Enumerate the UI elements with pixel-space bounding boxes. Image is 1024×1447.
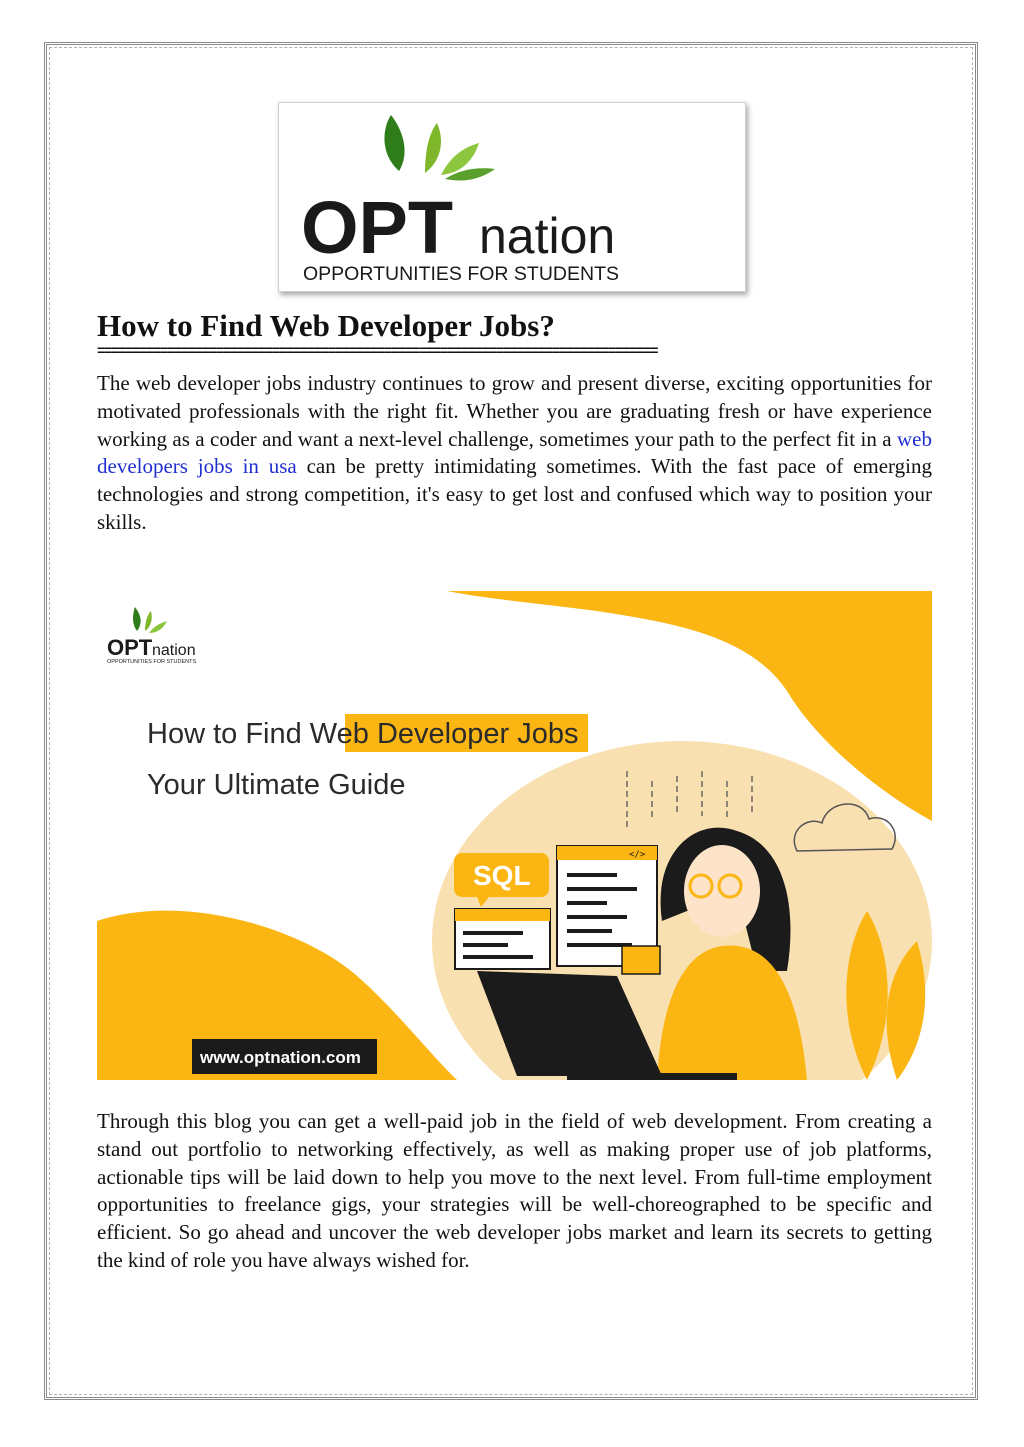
optnation-logo-graphic bbox=[279, 103, 745, 291]
code-icon bbox=[622, 946, 660, 974]
leaf-icon bbox=[425, 123, 441, 173]
intro-text-before-link: The web developer jobs industry continues to grow and present diverse, exciting opportunities for motivated professionals with the right fit. Whether you are graduating fresh or have experience working as a coder and want a next-level challenge, sometimes your path to the perfect fit in a bbox=[97, 371, 932, 451]
logo-brand-main: OPT bbox=[301, 186, 454, 269]
sql-label: SQL bbox=[473, 860, 531, 891]
banner-headline-line2: Your Ultimate Guide bbox=[147, 769, 406, 801]
person-face bbox=[684, 845, 760, 937]
optnation-logo bbox=[278, 102, 746, 292]
banner-brand-suffix: nation bbox=[152, 642, 196, 659]
leaf-icon bbox=[149, 621, 167, 633]
banner-headline-after: Jobs bbox=[509, 718, 579, 750]
banner-headline-before: How to Find bbox=[147, 718, 310, 750]
leaf-icon bbox=[145, 611, 152, 631]
banner-brand-main: OPT bbox=[107, 635, 153, 660]
web-developers-jobs-link[interactable]: web developers jobs in usa bbox=[97, 426, 932, 479]
body-paragraph: Through this blog you can get a well-paid job in the field of web development. From creating a stand out portfolio to networking effectively, as well as making proper use of job platforms, actionable tips will be laid down to help you move to the next level. From full-time employment opportunities to freelance gigs, your strategies will be well-choreographed to be specific and efficient. So go ahead and uncover the web developer jobs market and learn its secrets to getting the kind of role you have always wished for. bbox=[97, 1109, 932, 1272]
article-title: How to Find Web Developer Jobs? bbox=[97, 308, 555, 343]
banner-tagline: OPPORTUNITIES FOR STUDENTS bbox=[107, 659, 197, 665]
banner-url: www.optnation.com bbox=[200, 1048, 361, 1067]
banner-image bbox=[97, 591, 932, 1080]
logo-tagline: OPPORTUNITIES FOR STUDENTS bbox=[303, 263, 619, 285]
banner-headline-highlight: Web Developer bbox=[309, 718, 510, 750]
intro-paragraph bbox=[97, 370, 932, 537]
intro-text-after-link: can be pretty intimidating sometimes. With the fast pace of emerging technologies and strong competition, it's easy to get lost and confused which way to position your skills. bbox=[97, 454, 933, 534]
title-separator: ================================================================================ bbox=[97, 345, 658, 360]
logo-brand-suffix: nation bbox=[479, 208, 616, 264]
banner-headline-line1 bbox=[147, 718, 578, 750]
code-tag-icon: </> bbox=[629, 850, 646, 860]
leaf-icon bbox=[384, 115, 404, 171]
banner-graphic bbox=[97, 591, 932, 1080]
leaf-icon bbox=[133, 607, 141, 631]
